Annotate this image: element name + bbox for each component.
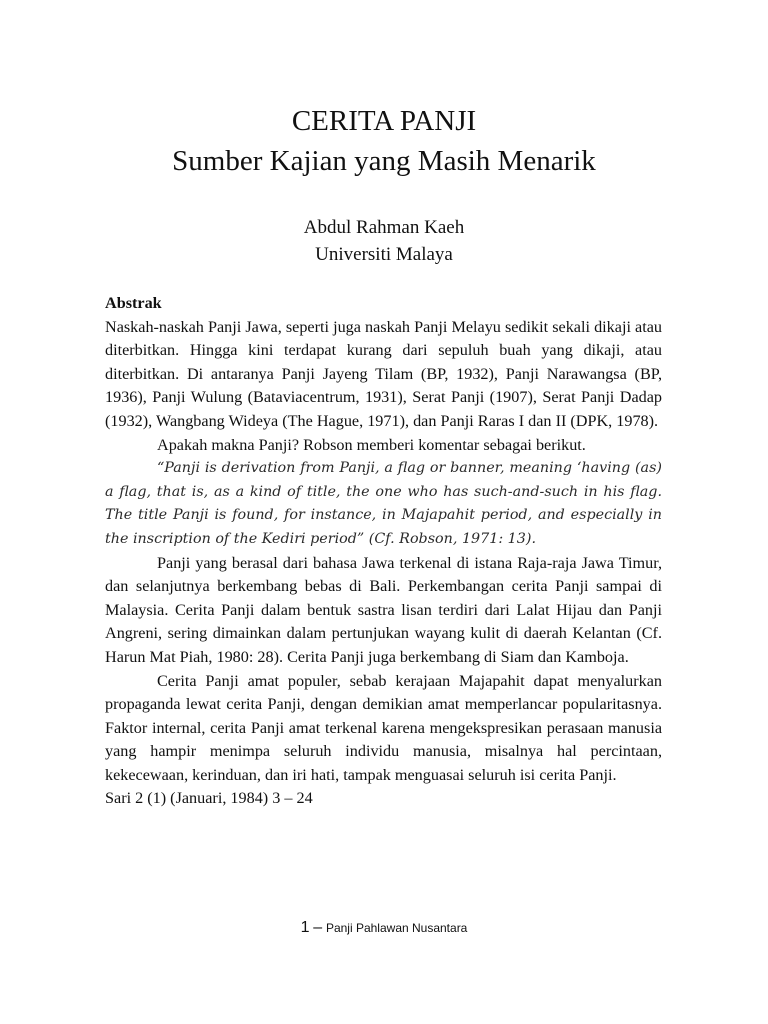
abstract-paragraph-2: Apakah makna Panji? Robson memberi komentar sebagai berikut. bbox=[157, 435, 586, 454]
page-footer bbox=[0, 918, 768, 938]
abstract-paragraph-3: Panji yang berasal dari bahasa Jawa terkenal di istana Raja-raja Jawa Timur, dan selanjutnya berkembang bebas di Bali. Perkembangan cerita Panji sampai di Malaysia. Cerita Panji dalam bentuk sastra lisan terdiri dari Lalat Hijau dan Panji Angreni, sering dimainkan dalam pertunjukan wayang kulit di daerah Kelantan (Cf. Harun Mat Piah, 1980: 28). Cerita Panji juga berkembang di Siam dan Kamboja. bbox=[105, 553, 662, 666]
abstract-paragraph-1: Naskah-naskah Panji Jawa, seperti juga naskah Panji Melayu sedikit sekali dikaji atau diterbitkan. Hingga kini terdapat kurang dari sepuluh buah yang dikaji, atau diterbitkan. Di antaranya Panji Jayeng Tilam (BP, 1932), Panji Narawangsa (BP, 1936), Panji Wulung (Bataviacentrum, 1931), Serat Panji (1907), Serat Panji Dadap (1932), Wangbang Wideya (The Hague, 1971), dan Panji Raras I dan II (DPK, 1978). bbox=[105, 317, 662, 430]
robson-quote: “Panji is derivation from Panji, a flag or banner, meaning ‘having (as) a flag, that is, as a kind of title, the one who has such-and-such in his flag. The title Panji is found, for instance, in Majapahit period, and especially in the inscription of the Kediri period” (Cf. Robson, 1971: 13). bbox=[105, 460, 662, 547]
page-number: 1 bbox=[300, 919, 310, 936]
abstract-paragraph-4: Cerita Panji amat populer, sebab kerajaan Majapahit dapat menyalurkan propaganda lewat cerita Panji, dengan demikian amat memperlancar popularitasnya. Faktor internal, cerita Panji amat terkenal karena mengekspresikan perasaan manusia yang hampir menimpa seluruh individu manusia, misalnya hal percintaan, kekecewaan, kerinduan, dan iri hati, tampak menguasai seluruh isi cerita Panji. bbox=[105, 671, 662, 784]
paper-title: CERITA PANJI bbox=[291, 105, 477, 137]
source-citation: Sari 2 (1) (Januari, 1984) 3 – 24 bbox=[105, 789, 313, 808]
author-name: Abdul Rahman Kaeh bbox=[303, 217, 465, 238]
paper-subtitle: Sumber Kajian yang Masih Menarik bbox=[172, 145, 596, 177]
footer-label: Panji Pahlawan Nusantara bbox=[325, 921, 468, 935]
abstract-heading: Abstrak bbox=[105, 294, 162, 312]
abstract-section bbox=[105, 292, 662, 811]
footer-dash: – bbox=[313, 919, 323, 936]
author-affiliation: Universiti Malaya bbox=[315, 244, 453, 265]
